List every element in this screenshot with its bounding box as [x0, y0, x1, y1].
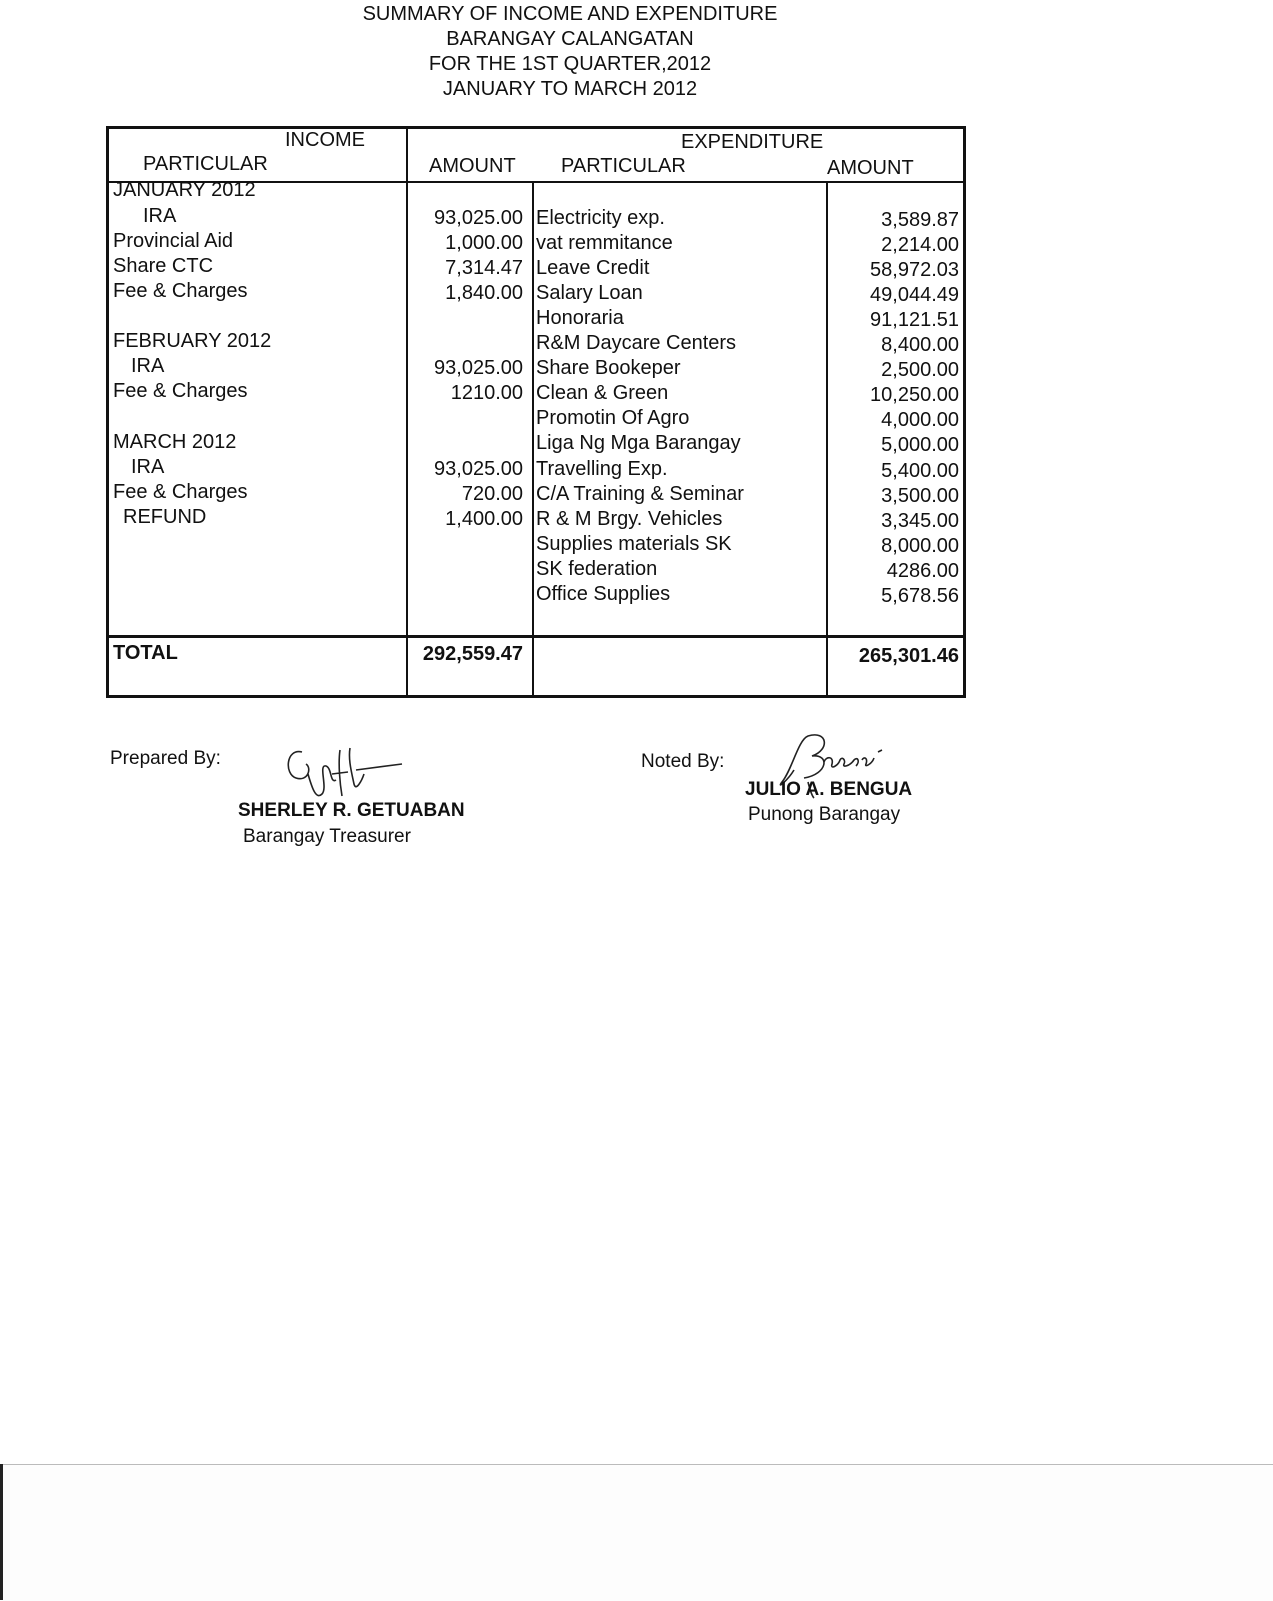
- income-particular: JANUARY 2012: [113, 179, 256, 201]
- expenditure-particular: R & M Brgy. Vehicles: [536, 508, 723, 530]
- title-line-1: SUMMARY OF INCOME AND EXPENDITURE: [362, 3, 778, 25]
- expenditure-amount: 8,000.00: [881, 535, 959, 557]
- income-particular: Share CTC: [113, 255, 214, 277]
- expenditure-particular: Travelling Exp.: [536, 458, 668, 480]
- document-title: [300, 2, 840, 102]
- expenditure-amount: 2,500.00: [881, 359, 959, 381]
- treasurer-name: SHERLEY R. GETUABAN: [238, 800, 465, 821]
- income-particular: IRA: [131, 355, 165, 377]
- summary-table: [106, 126, 966, 698]
- income-amount: 7,314.47: [445, 257, 523, 279]
- expenditure-amount: 58,972.03: [870, 259, 959, 281]
- punong-barangay-title: Punong Barangay: [748, 804, 901, 825]
- income-particular: IRA: [131, 456, 165, 478]
- expenditure-amount: 5,400.00: [881, 460, 959, 482]
- expenditure-particular: Clean & Green: [536, 382, 669, 404]
- expenditure-amount: 49,044.49: [870, 284, 959, 306]
- expenditure-particular: Office Supplies: [536, 583, 671, 605]
- treasurer-signature: [282, 744, 412, 806]
- title-line-3: FOR THE 1ST QUARTER,2012: [428, 53, 712, 75]
- expenditure-particular: Liga Ng Mga Barangay: [536, 432, 741, 454]
- expenditure-particular: C/A Training & Seminar: [536, 483, 744, 505]
- title-line-4: JANUARY TO MARCH 2012: [442, 78, 698, 100]
- total-income: 292,559.47: [422, 643, 523, 665]
- expenditure-particular: Promotin Of Agro: [536, 407, 690, 429]
- income-particular: FEBRUARY 2012: [113, 330, 272, 352]
- expenditure-particular: Leave Credit: [536, 257, 650, 279]
- income-amount: 93,025.00: [434, 207, 523, 229]
- income-particular: IRA: [143, 205, 177, 227]
- income-particular: Fee & Charges: [113, 380, 248, 402]
- expenditure-particular: Share Bookeper: [536, 357, 681, 379]
- income-amount: 720.00: [461, 483, 523, 505]
- expenditure-amount: 2,214.00: [881, 234, 959, 256]
- divider-income-expenditure: [532, 181, 534, 695]
- income-particular: MARCH 2012: [113, 431, 237, 453]
- income-amount: 93,025.00: [434, 458, 523, 480]
- total-label: TOTAL: [113, 642, 178, 664]
- divider-income-amount: [406, 129, 408, 695]
- expenditure-amount: 3,589.87: [881, 209, 959, 231]
- prepared-by-label: Prepared By:: [110, 748, 221, 769]
- header-tick: [406, 129, 408, 155]
- expenditure-amount: 3,345.00: [881, 510, 959, 532]
- expenditure-particular: R&M Daycare Centers: [536, 332, 737, 354]
- total-rule: [109, 635, 963, 638]
- income-amount-header: AMOUNT: [429, 155, 516, 177]
- income-particular-header: PARTICULAR: [143, 153, 268, 175]
- expenditure-amount: 4286.00: [886, 560, 959, 582]
- expenditure-amount-header: AMOUNT: [827, 157, 914, 179]
- treasurer-title: Barangay Treasurer: [243, 826, 411, 847]
- expenditure-amount: 5,678.56: [881, 585, 959, 607]
- expenditure-particular: Honoraria: [536, 307, 624, 329]
- expenditure-particular: Salary Loan: [536, 282, 643, 304]
- income-header: INCOME: [285, 129, 365, 151]
- expenditure-particular: vat remmitance: [536, 232, 673, 254]
- expenditure-amount: 4,000.00: [881, 409, 959, 431]
- total-expenditure: 265,301.46: [858, 645, 959, 667]
- expenditure-particular: Supplies materials SK: [536, 533, 732, 555]
- expenditure-amount: 3,500.00: [881, 485, 959, 507]
- title-line-2: BARANGAY CALANGATAN: [446, 28, 694, 50]
- expenditure-amount: 5,000.00: [881, 434, 959, 456]
- income-particular: Fee & Charges: [113, 280, 248, 302]
- expenditure-header: EXPENDITURE: [681, 131, 824, 153]
- noted-by-label: Noted By:: [641, 751, 725, 772]
- income-amount: 93,025.00: [434, 357, 523, 379]
- income-amount: 1,000.00: [445, 232, 523, 254]
- income-amount: 1,840.00: [445, 282, 523, 304]
- scan-left-edge: [0, 1464, 3, 1600]
- expenditure-particular: Electricity exp.: [536, 207, 665, 229]
- punong-barangay-name: JULIO A. BENGUA: [745, 779, 913, 800]
- expenditure-particular-header: PARTICULAR: [561, 155, 686, 177]
- income-amount: 1210.00: [450, 382, 523, 404]
- expenditure-amount: 8,400.00: [881, 334, 959, 356]
- expenditure-amount: 91,121.51: [870, 309, 959, 331]
- divider-expenditure-amount: [826, 181, 828, 695]
- expenditure-particular: SK federation: [536, 558, 658, 580]
- income-particular: REFUND: [123, 506, 207, 528]
- scan-bottom-edge: [0, 1464, 1273, 1601]
- income-particular: Provincial Aid: [113, 230, 234, 252]
- income-amount: 1,400.00: [445, 508, 523, 530]
- expenditure-amount: 10,250.00: [870, 384, 959, 406]
- income-particular: Fee & Charges: [113, 481, 248, 503]
